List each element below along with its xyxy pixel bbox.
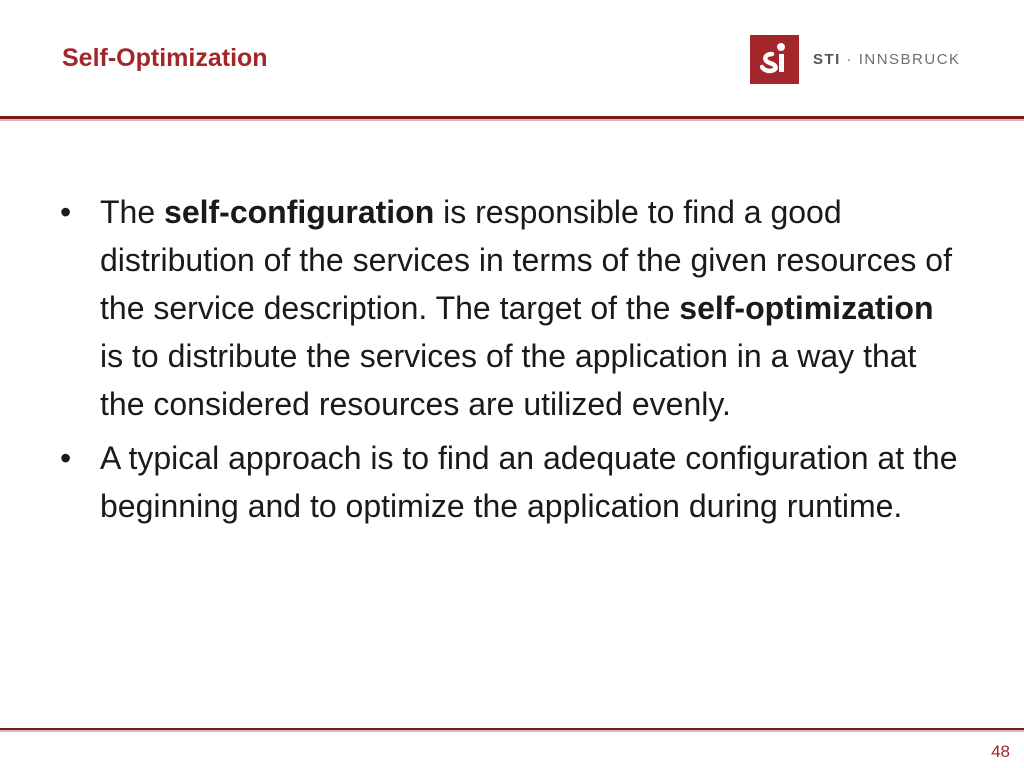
bullet-text-run: is to distribute the services of the application in a way that the considered resources are utilized evenly. <box>100 338 917 422</box>
slide-title: Self-Optimization <box>62 44 268 72</box>
bullet-text-run: A typical approach is to find an adequate configuration at the beginning and to optimize the application during runtime. <box>100 440 958 524</box>
bullet-dot: • <box>60 440 72 476</box>
bullet-bold-term: self-configuration <box>164 194 435 230</box>
logo-brand-rest: INNSBRUCK <box>858 50 961 68</box>
sti-innsbruck-logo <box>750 34 961 84</box>
header-divider <box>0 116 1024 121</box>
bullet-item <box>58 188 958 428</box>
bullet-text-run: is responsible to find a good distribution of the services in terms of the given resources of the service description. The target of the <box>100 194 952 326</box>
logo-separator: · <box>840 50 859 68</box>
bullet-bold-term: self-optimization <box>679 290 934 326</box>
slide-body <box>58 188 958 536</box>
logo-brand-bold: STI <box>813 50 841 68</box>
bullet-dot: • <box>60 194 72 230</box>
logo-wordmark <box>813 51 961 68</box>
logo-mark-icon <box>750 35 799 84</box>
footer-divider <box>0 728 1024 732</box>
bullet-text-run: The <box>100 194 165 230</box>
bullet-item <box>58 434 958 530</box>
page-number: 48 <box>991 742 1010 761</box>
